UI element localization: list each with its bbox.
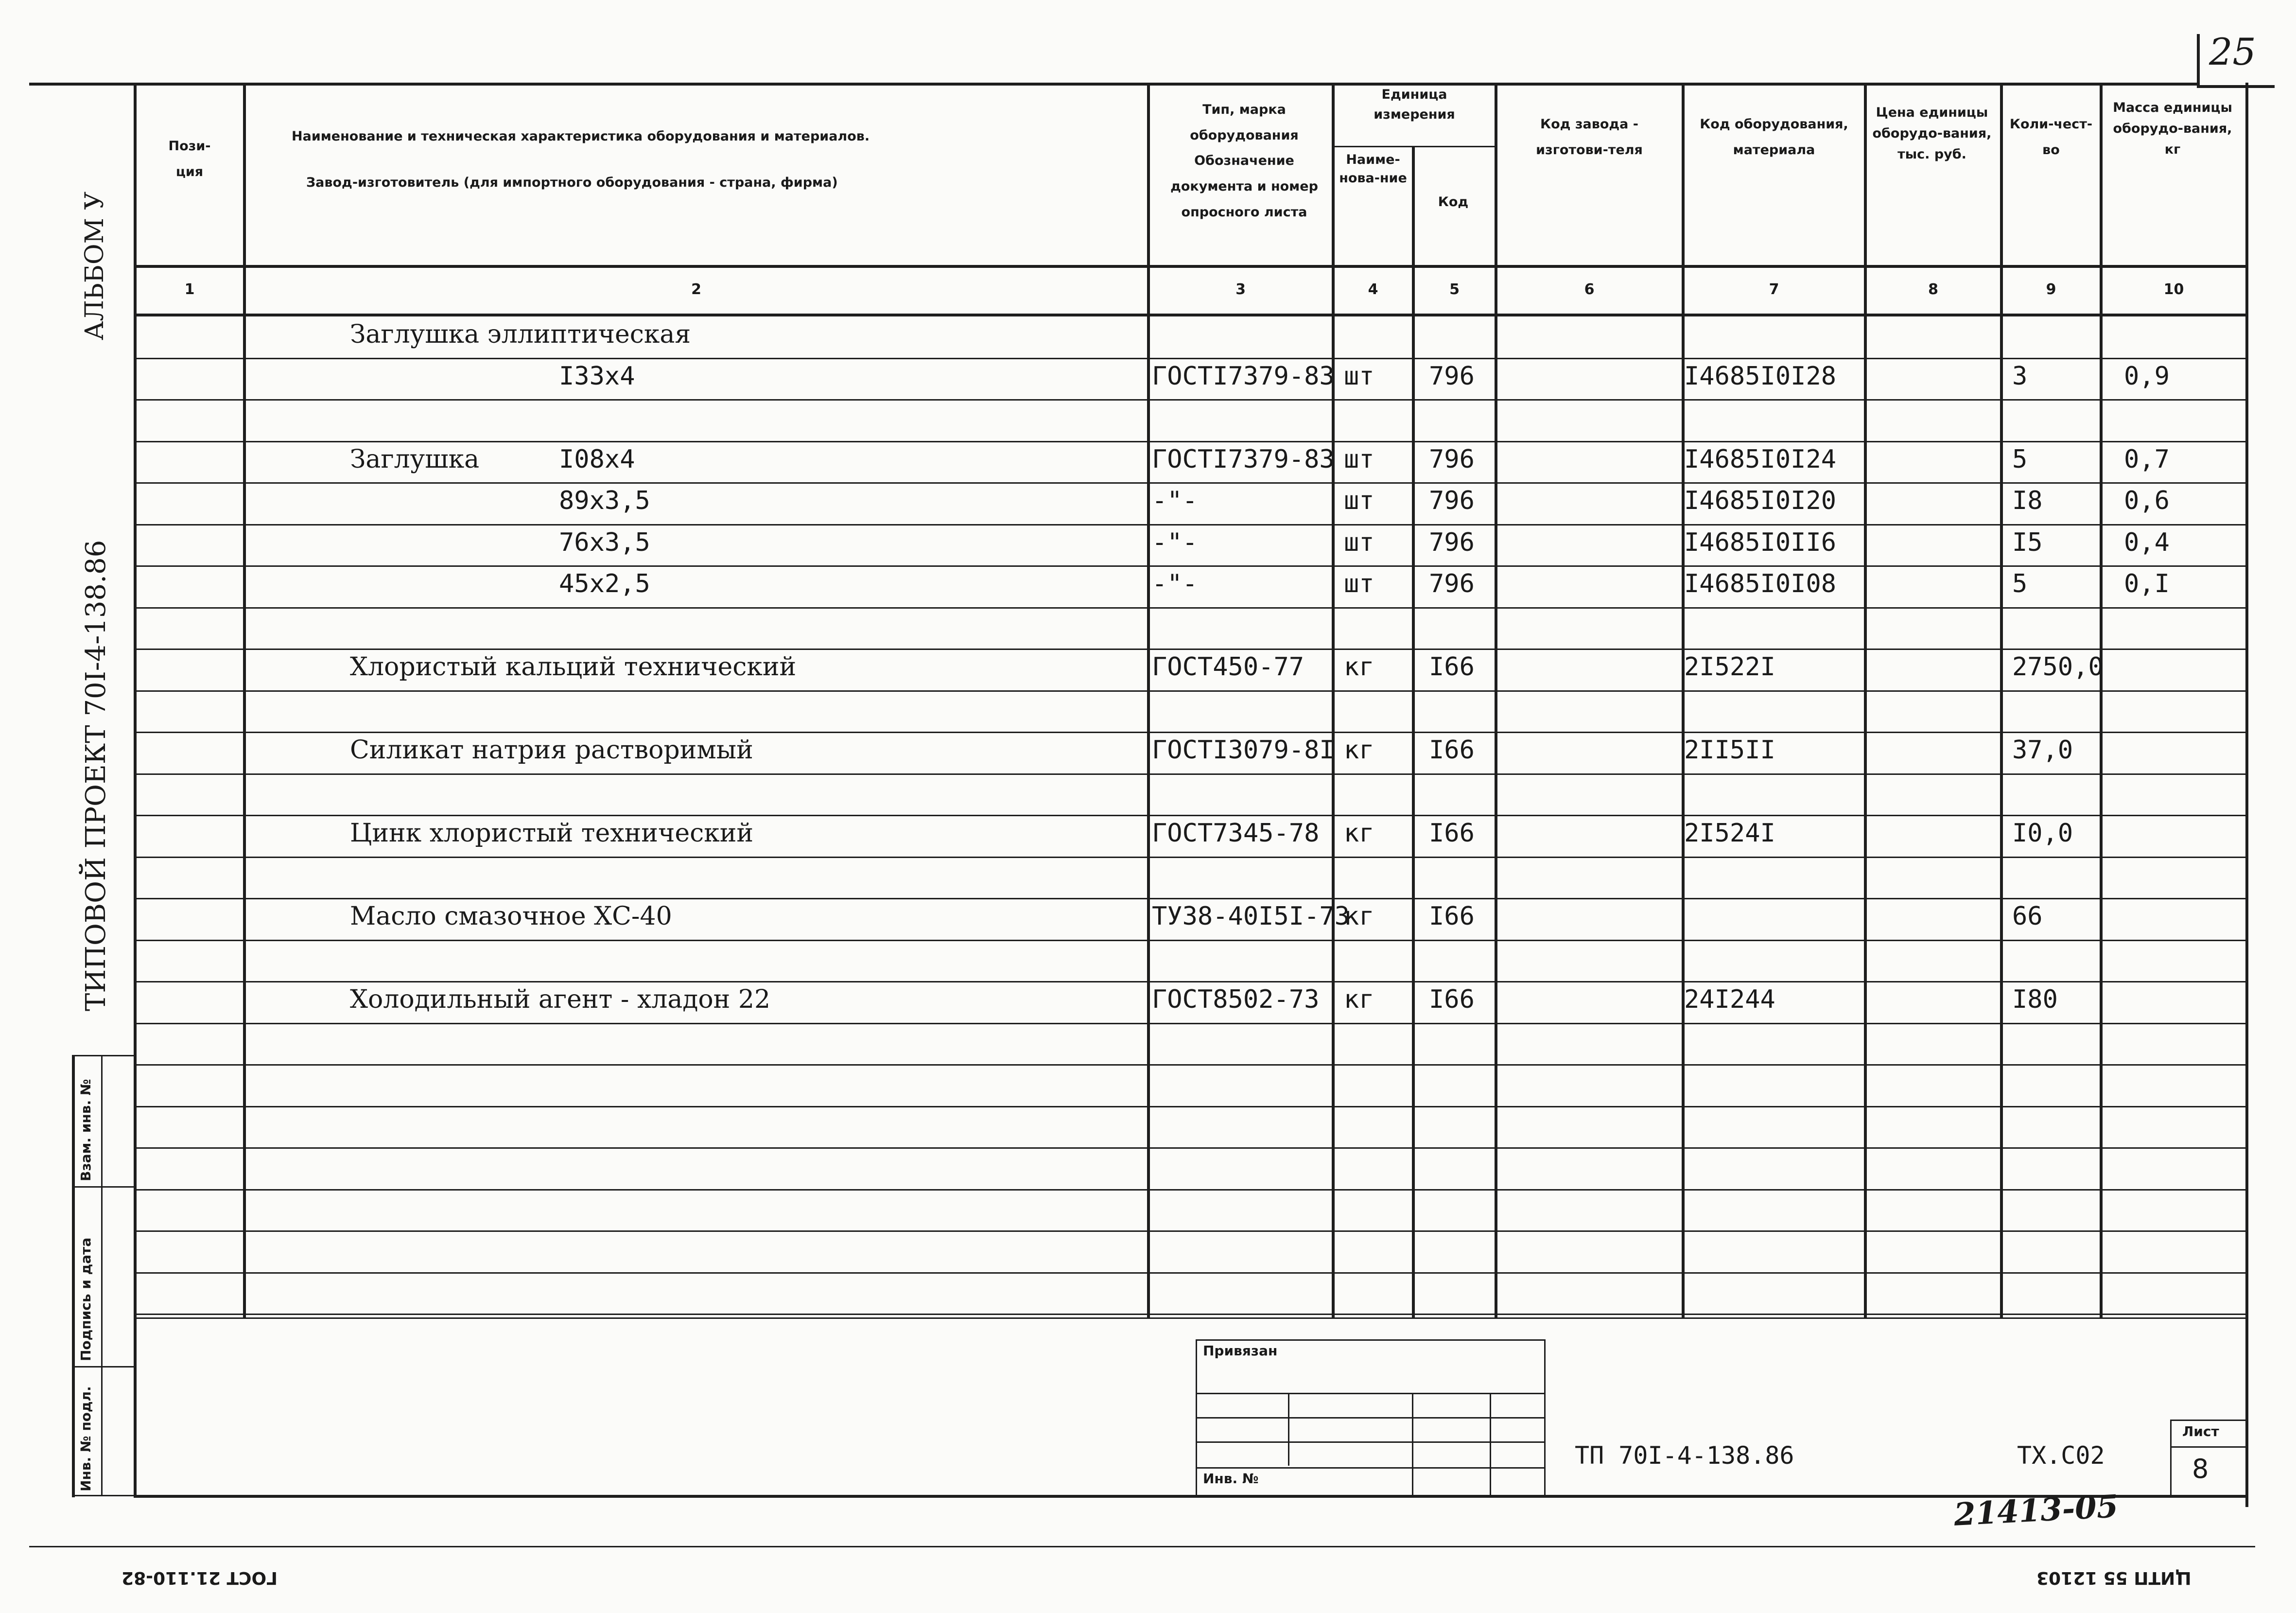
cell-name: Масло смазочное ХС-40: [350, 902, 672, 931]
row-line: [134, 607, 2245, 609]
cell-unit-code: I66: [1429, 736, 1475, 765]
doc-code: ТХ.С02: [2017, 1441, 2105, 1470]
cell-size: 76x3,5: [559, 528, 650, 557]
row-line: [134, 1189, 2245, 1191]
row-line: [134, 1272, 2245, 1274]
col-line-2: [1147, 83, 1150, 1317]
sheet-box-divider: [2170, 1446, 2247, 1448]
cell-doc: ГОСТ7345-78: [1152, 819, 1320, 848]
stamp-column-left: [72, 1055, 75, 1497]
cell-doc: -"-: [1152, 569, 1198, 598]
row-line: [134, 981, 2245, 982]
row-line: [134, 732, 2245, 733]
col-line-8: [2000, 83, 2003, 1317]
row-line: [134, 399, 2245, 401]
col-line-6: [1682, 83, 1685, 1317]
stamp-bottom: [72, 1495, 135, 1496]
unit-group-divider: [1332, 146, 1495, 147]
cell-unit-code: I66: [1429, 902, 1475, 931]
cell-mass: 0,9: [2124, 362, 2170, 391]
cell-unit: шт: [1344, 486, 1374, 515]
cell-quantity: I0,0: [2012, 819, 2073, 848]
cell-unit: шт: [1344, 362, 1374, 391]
col-num-3: 3: [1235, 281, 1246, 298]
row-line: [134, 1106, 2245, 1107]
col-line-3: [1332, 83, 1335, 1317]
header-unit-group: Единица измерения: [1374, 87, 1455, 122]
header-mass: Масса единицы оборудо-вания, кг: [2113, 100, 2232, 158]
frame-right: [2245, 83, 2248, 1507]
cell-unit-code: I66: [1429, 985, 1475, 1014]
stamp-divider-2: [72, 1366, 135, 1368]
col-num-10: 10: [2163, 281, 2184, 298]
cell-name: Хлористый кальций технический: [350, 652, 797, 682]
cell-doc: ГОСТI3079-8I: [1152, 736, 1335, 765]
col-line-1: [243, 83, 246, 1317]
cell-equipment-code: I4685I0I08: [1684, 569, 1837, 598]
numbers-row-bottom: [134, 314, 2245, 316]
privyazan-row-2: [1196, 1417, 1546, 1419]
cell-unit-code: 796: [1429, 569, 1475, 598]
header-type: Тип, марка оборудования Обозначение документа и номер опросного листа: [1170, 102, 1318, 220]
frame-top: [29, 83, 2197, 86]
cell-size: 45x2,5: [559, 569, 650, 598]
corner-box-left: [2197, 34, 2200, 85]
row-line: [134, 649, 2245, 650]
row-line: [134, 773, 2245, 775]
col-num-5: 5: [1449, 281, 1460, 298]
project-code: ТП 70I-4-138.86: [1575, 1441, 1794, 1470]
cell-size: 89x3,5: [559, 486, 650, 515]
stamp-divider-1: [72, 1186, 135, 1188]
cell-unit: кг: [1344, 736, 1374, 765]
col-num-8: 8: [1928, 281, 1938, 298]
row-line: [134, 815, 2245, 816]
header-bottom: [134, 265, 2245, 268]
privyazan-col-3: [1490, 1393, 1491, 1495]
cell-unit-code: 796: [1429, 445, 1475, 474]
bottom-trim-line: [29, 1546, 2255, 1547]
footer-citp: ЦИТП 55 12103: [2036, 1568, 2192, 1588]
title-block-top: [134, 1317, 2245, 1319]
cell-unit-code: 796: [1429, 486, 1475, 515]
header-unit-code: Код: [1438, 194, 1469, 210]
cell-quantity: 5: [2012, 445, 2028, 474]
stamp-signature-date: Подпись и дата: [78, 1237, 94, 1361]
sheet-number: 8: [2192, 1454, 2209, 1484]
privyazan-row-4: [1196, 1467, 1546, 1469]
cell-name: Заглушка эллиптическая: [350, 320, 691, 349]
cell-unit: кг: [1344, 985, 1374, 1014]
cell-unit-code: 796: [1429, 528, 1475, 557]
cell-doc: ГОСТ450-77: [1152, 652, 1305, 682]
cell-unit: шт: [1344, 445, 1374, 474]
row-line: [134, 1230, 2245, 1232]
cell-quantity: 2750,0: [2012, 652, 2104, 682]
cell-quantity: 66: [2012, 902, 2043, 931]
corner-sheet-number: 25: [2209, 30, 2256, 73]
header-name-line1: Наименование и техническая характеристика оборудования и материалов.: [292, 129, 870, 144]
row-line: [134, 565, 2245, 567]
col-num-6: 6: [1584, 281, 1595, 298]
cell-equipment-code: I4685I0II6: [1684, 528, 1837, 557]
cell-unit: кг: [1344, 819, 1374, 848]
cell-quantity: 5: [2012, 569, 2028, 598]
cell-doc: -"-: [1152, 528, 1198, 557]
cell-doc: -"-: [1152, 486, 1198, 515]
cell-quantity: I80: [2012, 985, 2058, 1014]
cell-name: Силикат натрия растворимый: [350, 736, 753, 765]
header-name-line2: Завод-изготовитель (для импортного оборудования - страна, фирма): [306, 175, 838, 190]
privyazan-label: Привязан: [1203, 1343, 1278, 1359]
inv-no-label: Инв. №: [1203, 1471, 1259, 1487]
stamp-replaced-inv: Взам. инв. №: [78, 1079, 94, 1181]
row-line: [134, 1064, 2245, 1066]
cell-mass: 0,6: [2124, 486, 2170, 515]
cell-quantity: I5: [2012, 528, 2043, 557]
footer-gost: ГОСТ 21.110-82: [122, 1568, 278, 1588]
cell-unit-code: 796: [1429, 362, 1475, 391]
row-line: [134, 1314, 2245, 1315]
cell-name: Цинк хлористый технический: [350, 819, 754, 848]
cell-unit: шт: [1344, 569, 1374, 598]
cell-quantity: 3: [2012, 362, 2028, 391]
cell-name: Заглушка: [350, 445, 480, 474]
row-line: [134, 857, 2245, 858]
header-position: Пози- ция: [168, 139, 211, 179]
project-label: ТИПОВОЙ ПРОЕКТ 70I-4-138.86: [80, 540, 112, 1011]
cell-doc: ГОСТI7379-83: [1152, 362, 1335, 391]
header-factory-code: Код завода - изготови-теля: [1536, 117, 1643, 158]
row-line: [134, 690, 2245, 692]
col-num-1: 1: [184, 281, 195, 298]
cell-equipment-code: 24I244: [1684, 985, 1775, 1014]
stamp-inner-line: [101, 1055, 103, 1495]
col-num-4: 4: [1368, 281, 1378, 298]
row-line: [134, 940, 2245, 941]
sheet-label: Лист: [2182, 1423, 2219, 1439]
col-line-9: [2100, 83, 2103, 1317]
cell-equipment-code: 2II5II: [1684, 736, 1775, 765]
handwritten-number: 21413-05: [1953, 1488, 2120, 1533]
header-price: Цена единицы оборудо-вания, тыс. руб.: [1872, 105, 1992, 162]
cell-mass: 0,7: [2124, 445, 2170, 474]
cell-equipment-code: I4685I0I24: [1684, 445, 1837, 474]
cell-size: I08x4: [559, 445, 635, 474]
privyazan-col-2: [1412, 1393, 1413, 1495]
col-num-7: 7: [1769, 281, 1779, 298]
cell-equipment-code: 2I522I: [1684, 652, 1775, 682]
row-line: [134, 441, 2245, 442]
stamp-top: [72, 1055, 135, 1056]
row-line: [134, 1147, 2245, 1149]
cell-quantity: I8: [2012, 486, 2043, 515]
frame-bottom: [134, 1495, 2248, 1498]
header-quantity: Коли-чест-во: [2009, 117, 2093, 158]
cell-unit-code: I66: [1429, 819, 1475, 848]
row-line: [134, 524, 2245, 526]
row-line: [134, 1023, 2245, 1024]
header-equipment-code: Код оборудования, материала: [1700, 117, 1848, 158]
privyazan-row-3: [1196, 1441, 1546, 1443]
privyazan-row-1: [1196, 1393, 1546, 1394]
row-line: [134, 898, 2245, 899]
col-num-9: 9: [2046, 281, 2056, 298]
privyazan-col-1: [1288, 1393, 1289, 1466]
col-line-5: [1495, 83, 1497, 1317]
header-unit-name: Наиме-нова-ние: [1339, 152, 1407, 186]
row-line: [134, 358, 2245, 359]
cell-unit: кг: [1344, 902, 1374, 931]
cell-equipment-code: I4685I0I20: [1684, 486, 1837, 515]
corner-box-bottom: [2197, 85, 2275, 88]
stamp-inv-original: Инв. № подл.: [78, 1386, 94, 1491]
row-line: [134, 482, 2245, 484]
cell-unit-code: I66: [1429, 652, 1475, 682]
cell-name: Холодильный агент - хладон 22: [350, 985, 771, 1014]
sheet-box-left: [2170, 1420, 2172, 1496]
cell-size: I33x4: [559, 362, 635, 391]
sheet-box-top: [2170, 1420, 2247, 1421]
cell-unit: шт: [1344, 528, 1374, 557]
cell-mass: 0,I: [2124, 569, 2170, 598]
cell-doc: ГОСТI7379-83: [1152, 445, 1335, 474]
cell-doc: ТУ38-40I5I-73: [1152, 902, 1350, 931]
col-line-7: [1864, 83, 1867, 1317]
cell-quantity: 37,0: [2012, 736, 2073, 765]
privyazan-box-top: [1196, 1339, 1546, 1341]
cell-equipment-code: 2I524I: [1684, 819, 1775, 848]
cell-mass: 0,4: [2124, 528, 2170, 557]
cell-doc: ГОСТ8502-73: [1152, 985, 1320, 1014]
cell-unit: кг: [1344, 652, 1374, 682]
col-num-2: 2: [691, 281, 701, 298]
album-label: АЛЬБОМ У: [80, 191, 109, 340]
cell-equipment-code: I4685I0I28: [1684, 362, 1837, 391]
